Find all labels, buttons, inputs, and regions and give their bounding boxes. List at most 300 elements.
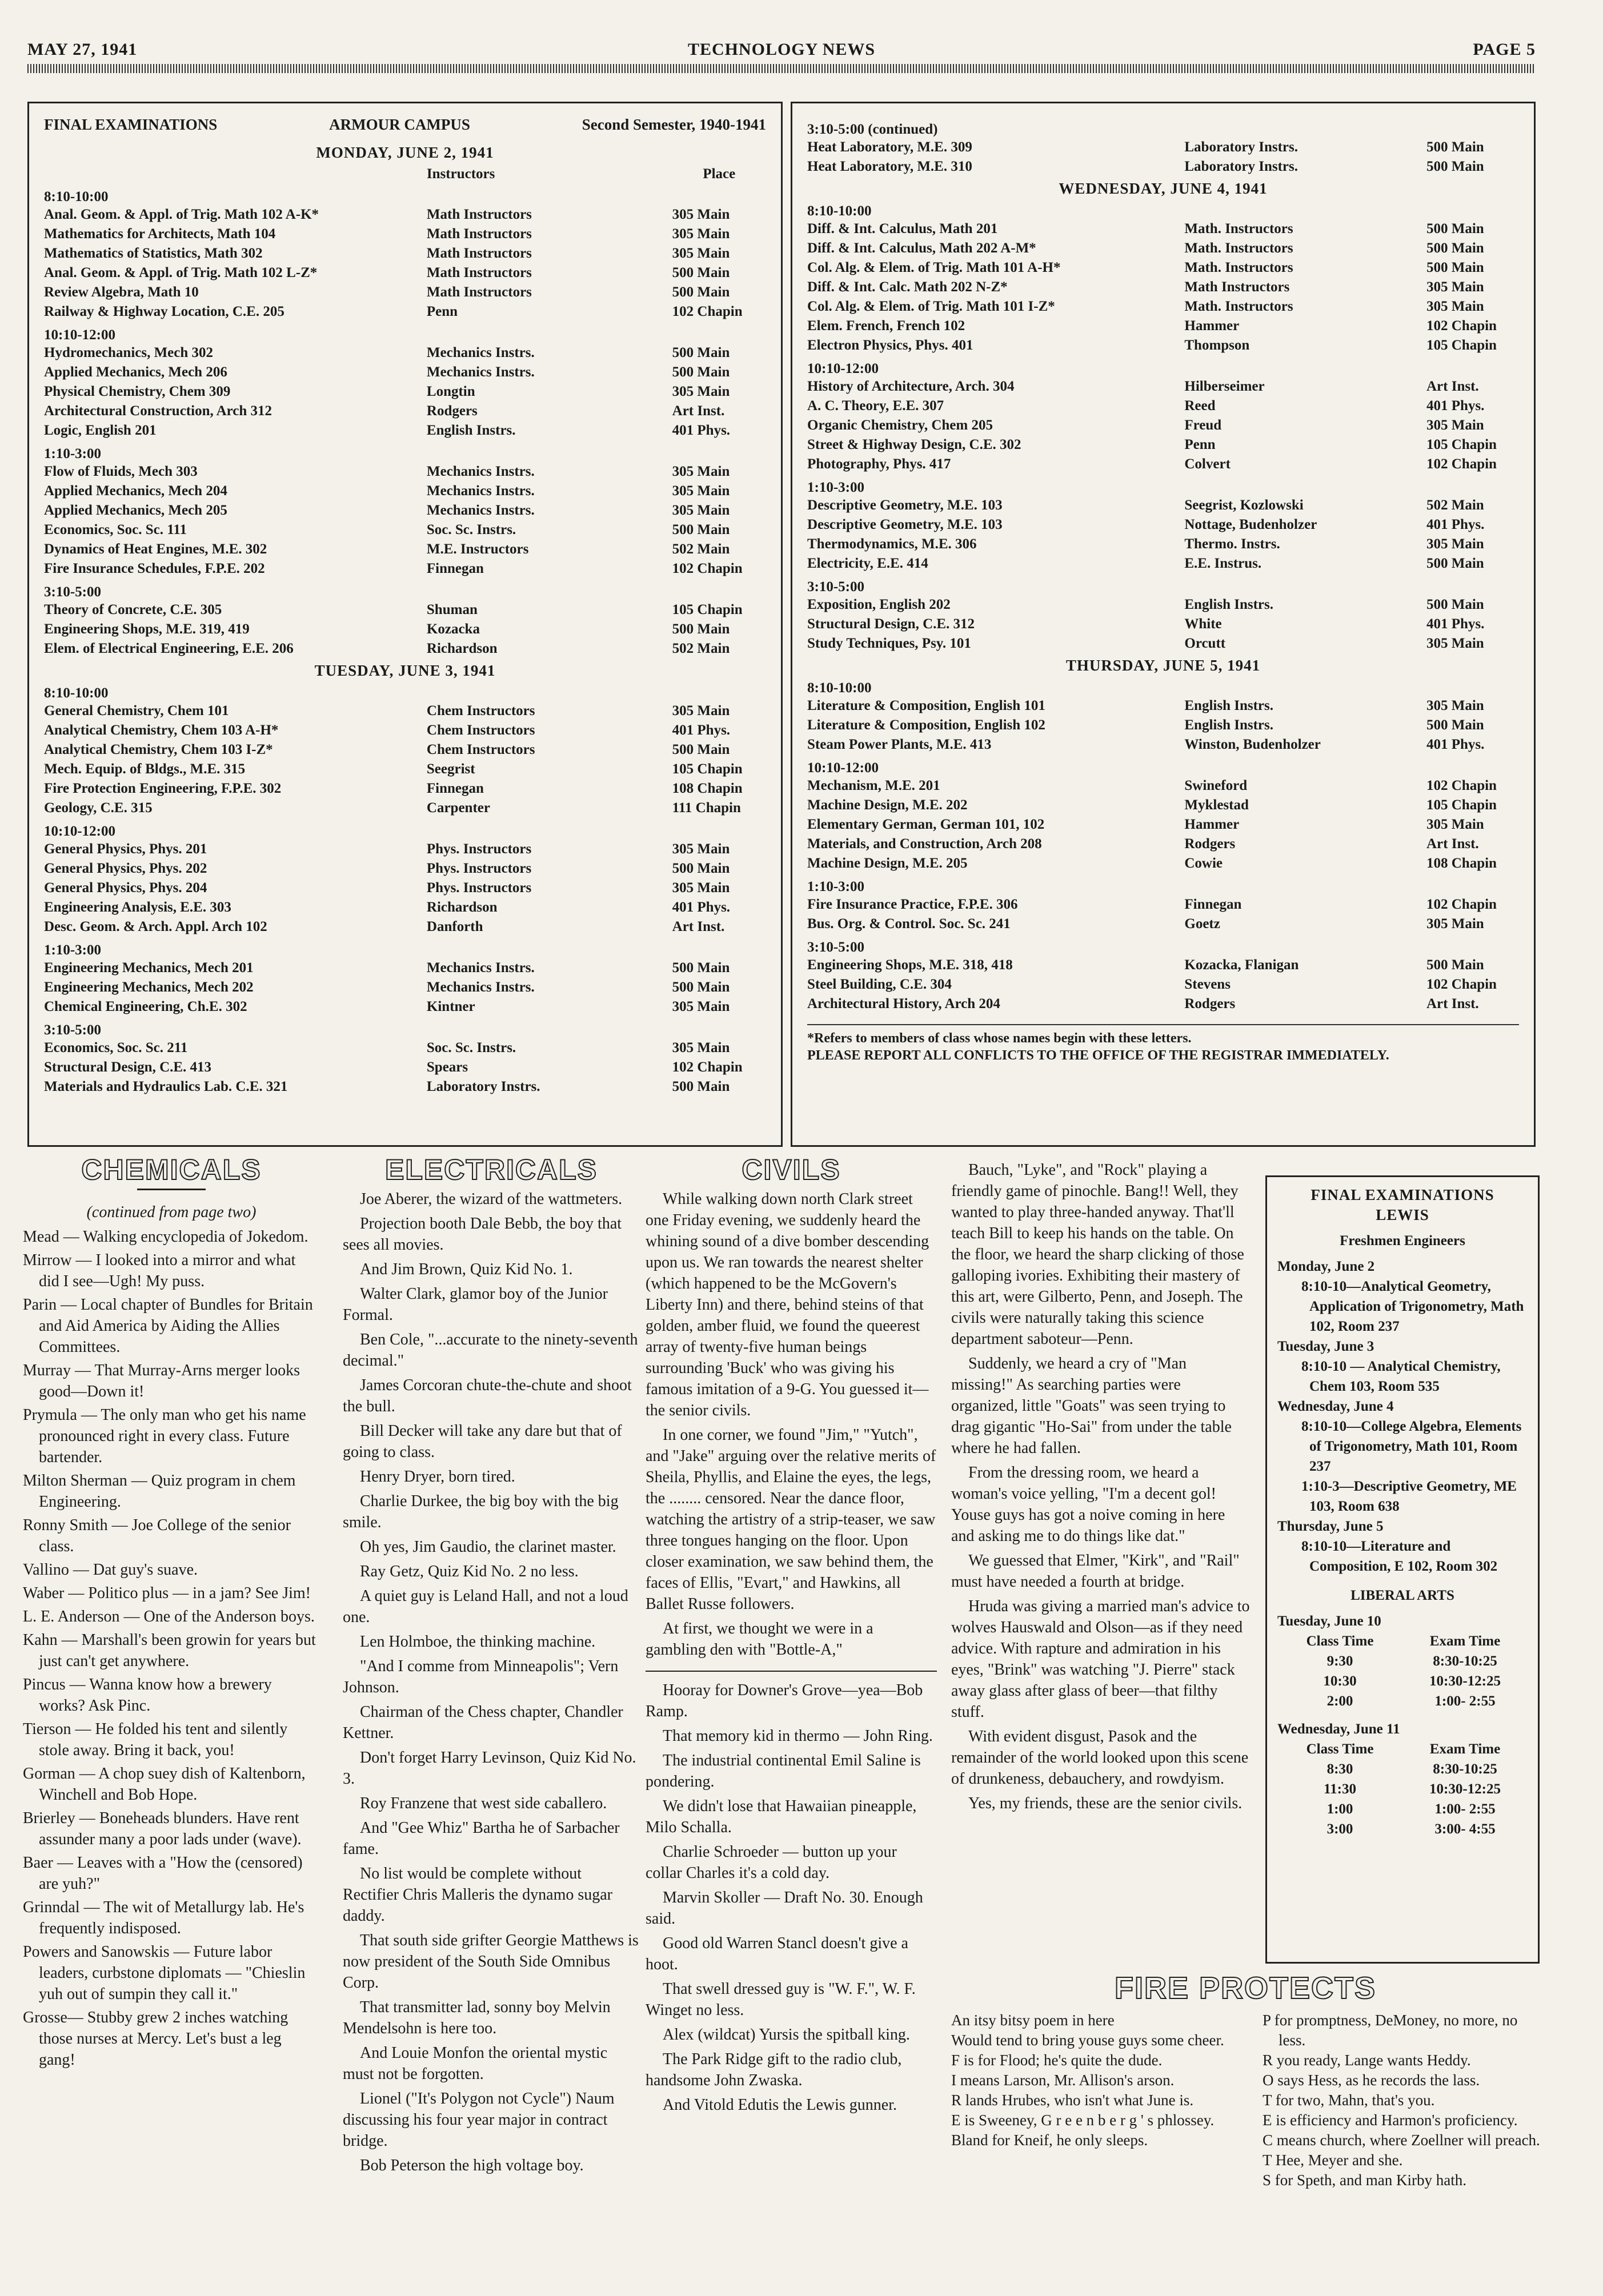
course: Materials, and Construction, Arch 208 bbox=[807, 836, 1042, 852]
tuesday-blocks bbox=[44, 685, 766, 1097]
course: Study Techniques, Psy. 101 bbox=[807, 636, 971, 651]
course: Flow of Fluids, Mech 303 bbox=[44, 464, 198, 479]
instructor: Stevens bbox=[1184, 977, 1231, 992]
course: Literature & Composition, English 101 bbox=[807, 698, 1045, 713]
exam-row bbox=[807, 735, 1519, 754]
place: 305 Main bbox=[1426, 418, 1484, 433]
text-paragraph: The industrial continental Emil Saline is pondering. bbox=[646, 1752, 921, 1791]
text-paragraph: Bland for Kneif, he only sleeps. bbox=[951, 2132, 1148, 2149]
instructor: Kozacka bbox=[426, 621, 480, 637]
instructor: Shuman bbox=[426, 602, 478, 617]
civils-shorts bbox=[646, 1680, 937, 2116]
exam-row bbox=[807, 455, 1519, 474]
place: 500 Main bbox=[672, 742, 730, 757]
place: 401 Phys. bbox=[672, 722, 731, 738]
text-paragraph: L. E. Anderson — One of the Anderson boys. bbox=[23, 1608, 315, 1625]
place: 305 Main bbox=[672, 464, 730, 479]
instructor: Carpenter bbox=[426, 800, 490, 816]
place: 500 Main bbox=[672, 1079, 730, 1094]
place: 305 Main bbox=[672, 999, 730, 1014]
course: Descriptive Geometry, M.E. 103 bbox=[807, 497, 1003, 513]
instructor: Math Instructors bbox=[426, 284, 532, 300]
text-paragraph: James Corcoran chute-the-chute and shoot the bull. bbox=[343, 1376, 632, 1415]
exam-row bbox=[807, 535, 1519, 554]
course: Chemical Engineering, Ch.E. 302 bbox=[44, 999, 247, 1014]
exam-row bbox=[44, 363, 766, 382]
exam-row bbox=[807, 776, 1519, 796]
instructor: Winston, Budenholzer bbox=[1184, 737, 1321, 752]
instructor: E.E. Instrus. bbox=[1184, 556, 1262, 571]
place: 305 Main bbox=[1426, 536, 1484, 552]
exam-row bbox=[807, 138, 1519, 157]
instructor: Richardson bbox=[426, 641, 498, 656]
place: 105 Chapin bbox=[672, 602, 743, 617]
time-slot: 1:10-3:00 bbox=[44, 942, 101, 958]
text-paragraph: That south side grifter Georgie Matthews is now president of the South Side Omnibus Corp. bbox=[343, 1932, 639, 1992]
thursday-blocks bbox=[807, 680, 1519, 1014]
course: Thermodynamics, M.E. 306 bbox=[807, 536, 977, 552]
place: 105 Chapin bbox=[1426, 338, 1497, 353]
exam-time: 10:30-12:25 bbox=[1429, 1673, 1501, 1689]
exam-row bbox=[44, 620, 766, 639]
instructor: Mechanics Instrs. bbox=[426, 503, 535, 518]
instructor: Penn bbox=[426, 304, 458, 319]
exam-row bbox=[807, 554, 1519, 573]
electricals-paras bbox=[343, 1189, 640, 2176]
newspaper-title: TECHNOLOGY NEWS bbox=[687, 40, 876, 59]
exam-row bbox=[807, 435, 1519, 455]
text-paragraph: Alex (wildcat) Yursis the spitball king. bbox=[663, 2026, 910, 2044]
exam-row bbox=[807, 515, 1519, 535]
place: 108 Chapin bbox=[672, 781, 743, 796]
exam-schedule-left bbox=[27, 102, 783, 1147]
instructor: Chem Instructors bbox=[426, 742, 535, 757]
instructor: Penn bbox=[1184, 437, 1216, 452]
exam-row bbox=[44, 779, 766, 798]
instructor: Math Instructors bbox=[426, 226, 532, 242]
civils-heading: CIVILS bbox=[742, 1154, 841, 1186]
exam-row bbox=[807, 239, 1519, 258]
exam-time: 8:30-10:25 bbox=[1433, 1761, 1497, 1777]
instructor: Phys. Instructors bbox=[426, 841, 532, 857]
class-time: 11:30 bbox=[1324, 1781, 1356, 1797]
text-paragraph: An itsy bitsy poem in here bbox=[951, 2012, 1115, 2029]
place: 108 Chapin bbox=[1426, 856, 1497, 871]
text-paragraph: Walter Clark, glamor boy of the Junior Formal. bbox=[343, 1285, 608, 1324]
exam-time-header: Exam Time bbox=[1429, 1633, 1501, 1649]
exam-row bbox=[44, 343, 766, 363]
time-row bbox=[1277, 1799, 1528, 1819]
place: 305 Main bbox=[672, 841, 730, 857]
exam-row bbox=[807, 696, 1519, 716]
text-paragraph: Parin — Local chapter of Bundles for Britain and Aid America by Aiding the Allies Committees. bbox=[23, 1296, 313, 1356]
instructor: Kozacka, Flanigan bbox=[1184, 957, 1299, 973]
exam-row bbox=[807, 416, 1519, 435]
footnote-registrar: PLEASE REPORT ALL CONFLICTS TO THE OFFICE OF THE REGISTRAR IMMEDIATELY. bbox=[807, 1048, 1389, 1063]
instructor: Freud bbox=[1184, 418, 1222, 433]
text-paragraph: T for two, Mahn, that's you. bbox=[1263, 2092, 1435, 2109]
exam-row bbox=[807, 834, 1519, 854]
course: Physical Chemistry, Chem 309 bbox=[44, 384, 231, 399]
course: Street & Highway Design, C.E. 302 bbox=[807, 437, 1021, 452]
course: Heat Laboratory, M.E. 310 bbox=[807, 159, 972, 174]
wednesday-rows bbox=[1277, 1759, 1528, 1839]
lewis-subtitle: LEWIS bbox=[1376, 1206, 1429, 1223]
exam-row bbox=[44, 224, 766, 244]
page-number: PAGE 5 bbox=[1473, 40, 1536, 59]
class-time: 1:00 bbox=[1327, 1801, 1353, 1817]
civils-column bbox=[646, 1154, 937, 2119]
place: 500 Main bbox=[1426, 159, 1484, 174]
place: 105 Chapin bbox=[1426, 437, 1497, 452]
text-paragraph: Good old Warren Stancl doesn't give a hoot. bbox=[646, 1934, 908, 1973]
course: Literature & Composition, English 102 bbox=[807, 717, 1045, 733]
text-paragraph: At first, we thought we were in a gambling den with "Bottle-A," bbox=[646, 1620, 873, 1659]
time-slot: 1:10-3:00 bbox=[807, 879, 864, 894]
course: Architectural Construction, Arch 312 bbox=[44, 403, 272, 419]
place: 305 Main bbox=[672, 226, 730, 242]
exam-row bbox=[807, 994, 1519, 1014]
instructor: Rodgers bbox=[1184, 836, 1236, 852]
lewis-day: Wednesday, June 4 bbox=[1277, 1399, 1394, 1414]
issue-date: MAY 27, 1941 bbox=[27, 40, 138, 59]
course: General Physics, Phys. 204 bbox=[44, 880, 207, 896]
instructor: Mechanics Instrs. bbox=[426, 980, 535, 995]
exam-row bbox=[44, 205, 766, 224]
place: 500 Main bbox=[672, 960, 730, 976]
text-paragraph: E is Sweeney, G r e e n b e r g ' s phlossey. bbox=[951, 2112, 1215, 2129]
exam-time: 8:30-10:25 bbox=[1433, 1653, 1497, 1669]
exam-row bbox=[44, 244, 766, 263]
course: General Physics, Phys. 202 bbox=[44, 861, 207, 876]
lewis-day: Thursday, June 5 bbox=[1277, 1519, 1384, 1534]
course: Electricity, E.E. 414 bbox=[807, 556, 928, 571]
day-heading: WEDNESDAY, JUNE 4, 1941 bbox=[1059, 180, 1268, 197]
course: Steel Building, C.E. 304 bbox=[807, 977, 952, 992]
text-paragraph: Bob Peterson the high voltage boy. bbox=[360, 2157, 584, 2174]
time-slot: 3:10-5:00 bbox=[44, 584, 101, 600]
instructor: Hammer bbox=[1184, 817, 1240, 832]
place: 401 Phys. bbox=[1426, 737, 1485, 752]
lewis-exam-box bbox=[1265, 1175, 1540, 1964]
place: Art Inst. bbox=[1426, 836, 1479, 852]
text-paragraph: Mirrow — I looked into a mirror and what did I see—Ugh! My puss. bbox=[23, 1251, 296, 1290]
exam-row bbox=[44, 600, 766, 620]
time-row bbox=[1277, 1819, 1528, 1839]
course: Mechanism, M.E. 201 bbox=[807, 778, 940, 793]
text-paragraph: From the dressing room, we heard a woman's voice yelling, "I'm a decent gol! Youse guys has got a noive coming in here and asking me to do things like dat." bbox=[951, 1464, 1225, 1545]
exam-row bbox=[807, 956, 1519, 975]
place: 401 Phys. bbox=[672, 900, 731, 915]
text-paragraph: Bauch, "Lyke", and "Rock" playing a friendly game of pinochle. Bang!! Well, they wanted to play three-handed anyway. That'll teach Bill to keep his hands on the table. On the floor, we heard the sharp clicking of those galloping ivories. Exhibiting their mastery of this art, were Gilberto, Penn, and Joseph. The civils were naturally taking this science department saboteur—Penn. bbox=[951, 1161, 1244, 1348]
instructor: Phys. Instructors bbox=[426, 861, 532, 876]
time-row bbox=[1277, 1691, 1528, 1711]
liberal-arts-heading: LIBERAL ARTS bbox=[1350, 1588, 1454, 1603]
instructor: Longtin bbox=[426, 384, 475, 399]
text-paragraph: With evident disgust, Pasok and the remainder of the world looked upon this scene of drunkeness, debauchery, and rowdyism. bbox=[951, 1728, 1249, 1788]
instructor: Reed bbox=[1184, 398, 1216, 414]
place: 502 Main bbox=[1426, 497, 1484, 513]
course: Analytical Chemistry, Chem 103 I-Z* bbox=[44, 742, 273, 757]
civils-continued-column bbox=[951, 1159, 1251, 1817]
exam-row bbox=[807, 297, 1519, 316]
text-paragraph: No list would be complete without Rectifier Chris Malleris the dynamo sugar daddy. bbox=[343, 1865, 612, 1925]
instructor: Finnegan bbox=[1184, 897, 1242, 912]
course: Applied Mechanics, Mech 206 bbox=[44, 364, 227, 380]
place: 305 Main bbox=[672, 1040, 730, 1055]
instructor: Hilberseimer bbox=[1184, 379, 1265, 394]
place: 102 Chapin bbox=[672, 561, 743, 576]
instructor: Math. Instructors bbox=[1184, 299, 1293, 314]
electricals-heading: ELECTRICALS bbox=[385, 1154, 598, 1186]
schedule-footnote bbox=[807, 1024, 1519, 1064]
instructor: Math Instructors bbox=[426, 265, 532, 280]
place: 500 Main bbox=[1426, 260, 1484, 275]
place: 500 Main bbox=[1426, 556, 1484, 571]
exam-row bbox=[807, 815, 1519, 834]
exam-row bbox=[807, 615, 1519, 634]
exam-row bbox=[807, 316, 1519, 336]
course: Engineering Mechanics, Mech 201 bbox=[44, 960, 254, 976]
time-slot: 8:10-10:00 bbox=[807, 680, 872, 696]
text-paragraph: T Hee, Meyer and she. bbox=[1263, 2152, 1403, 2169]
exam-row bbox=[44, 840, 766, 859]
course: Economics, Soc. Sc. 211 bbox=[44, 1040, 188, 1055]
schedule-header bbox=[44, 116, 766, 134]
exam-row bbox=[44, 462, 766, 481]
course: Architectural History, Arch 204 bbox=[807, 996, 1000, 1011]
place: 502 Main bbox=[672, 541, 730, 557]
masthead-rule bbox=[27, 64, 1536, 73]
text-paragraph: Ben Cole, "...accurate to the ninety-seventh decimal." bbox=[343, 1331, 638, 1370]
exam-row bbox=[44, 639, 766, 659]
text-paragraph: In one corner, we found "Jim," "Yutch", and "Jake" arguing over the relative merits of Sheila, Phyllis, and Elaine the eyes, the legs, the ........ censored. Near the dance floor, watching the artistry of a strip-teaser, we saw three tongues hanging on the floor. Upon closer examination, we saw behind them, the faces of Ellis, "Evart," and Hawkins, all Ballet Russe followers. bbox=[646, 1426, 936, 1613]
place: Art Inst. bbox=[1426, 996, 1479, 1011]
course: Structural Design, C.E. 312 bbox=[807, 616, 975, 632]
text-paragraph: And "Gee Whiz" Bartha he of Sarbacher fame. bbox=[343, 1819, 620, 1858]
exam-row bbox=[44, 958, 766, 978]
course: Organic Chemistry, Chem 205 bbox=[807, 418, 993, 433]
place: 500 Main bbox=[672, 265, 730, 280]
text-paragraph: Suddenly, we heard a cry of "Man missing!" As searching parties were organized, little "Goats" was seen trying to drag gigantic "Ho-Sai" from under the table where he had fallen. bbox=[951, 1355, 1232, 1457]
place: 105 Chapin bbox=[672, 761, 743, 777]
fire-protects-heading: FIRE PROTECTS bbox=[1114, 1971, 1377, 2005]
instructor: Nottage, Budenholzer bbox=[1184, 517, 1317, 532]
exam-row bbox=[807, 377, 1519, 396]
exam-row bbox=[44, 721, 766, 740]
course: Col. Alg. & Elem. of Trig. Math 101 I-Z* bbox=[807, 299, 1055, 314]
text-paragraph: Roy Franzene that west side caballero. bbox=[360, 1795, 607, 1812]
course: Engineering Shops, M.E. 318, 418 bbox=[807, 957, 1013, 973]
instructor: Mechanics Instrs. bbox=[426, 464, 535, 479]
course: Diff. & Int. Calculus, Math 202 A-M* bbox=[807, 240, 1036, 256]
place: 500 Main bbox=[1426, 139, 1484, 155]
exam-row bbox=[44, 878, 766, 898]
instructor: Danforth bbox=[426, 919, 483, 934]
text-paragraph: Hooray for Downer's Grove—yea—Bob Ramp. bbox=[646, 1681, 923, 1720]
text-paragraph: We didn't lose that Hawaiian pineapple, Milo Schalla. bbox=[646, 1797, 917, 1836]
exam-row bbox=[44, 302, 766, 322]
column-headers bbox=[44, 165, 766, 183]
text-paragraph: Mead — Walking encyclopedia of Jokedom. bbox=[23, 1228, 308, 1246]
text-paragraph: I means Larson, Mr. Allison's arson. bbox=[951, 2072, 1175, 2089]
instructor: Chem Instructors bbox=[426, 722, 535, 738]
instructor: Mechanics Instrs. bbox=[426, 483, 535, 499]
wednesday-blocks bbox=[807, 203, 1519, 653]
place: 102 Chapin bbox=[1426, 977, 1497, 992]
time-slot: 3:10-5:00 (continued) bbox=[807, 122, 938, 137]
course: Steam Power Plants, M.E. 413 bbox=[807, 737, 992, 752]
course: Economics, Soc. Sc. 111 bbox=[44, 522, 187, 537]
wednesday-june-11: Wednesday, June 11 bbox=[1277, 1721, 1400, 1737]
exam-row bbox=[44, 978, 766, 997]
course: Hydromechanics, Mech 302 bbox=[44, 345, 214, 360]
text-paragraph: Ronny Smith — Joe College of the senior class. bbox=[23, 1516, 291, 1555]
instructor: Hammer bbox=[1184, 318, 1240, 334]
course: Dynamics of Heat Engines, M.E. 302 bbox=[44, 541, 267, 557]
place: 401 Phys. bbox=[1426, 517, 1485, 532]
text-paragraph: The Park Ridge gift to the radio club, handsome John Zwaska. bbox=[646, 2050, 902, 2089]
fire-poem-left bbox=[951, 2010, 1248, 2150]
exam-time: 1:00- 2:55 bbox=[1434, 1801, 1496, 1817]
course: Geology, C.E. 315 bbox=[44, 800, 153, 816]
place: 305 Main bbox=[672, 483, 730, 499]
time-slot: 3:10-5:00 bbox=[807, 579, 864, 595]
class-time-header: Class Time bbox=[1306, 1633, 1374, 1649]
time-slot: 10:10-12:00 bbox=[44, 824, 115, 839]
exam-row bbox=[807, 336, 1519, 355]
exam-time-header: Exam Time bbox=[1429, 1741, 1501, 1757]
place: 105 Chapin bbox=[1426, 797, 1497, 813]
course: Anal. Geom. & Appl. of Trig. Math 102 L-Z* bbox=[44, 265, 318, 280]
fire-poem-right bbox=[1263, 2010, 1542, 2190]
place: 305 Main bbox=[672, 384, 730, 399]
text-paragraph: Don't forget Harry Levinson, Quiz Kid No. 3. bbox=[343, 1749, 636, 1788]
text-paragraph: Baer — Leaves with a "How the (censored) are yuh?" bbox=[23, 1854, 303, 1893]
text-paragraph: F is for Flood; he's quite the dude. bbox=[951, 2052, 1163, 2069]
instructor: Finnegan bbox=[426, 781, 484, 796]
place: 102 Chapin bbox=[1426, 897, 1497, 912]
course: Review Algebra, Math 10 bbox=[44, 284, 199, 300]
lewis-day: Monday, June 2 bbox=[1277, 1259, 1375, 1274]
place: 500 Main bbox=[1426, 240, 1484, 256]
instructor: English Instrs. bbox=[1184, 717, 1273, 733]
schedule-title: FINAL EXAMINATIONS bbox=[44, 116, 218, 133]
exam-row bbox=[807, 278, 1519, 297]
place: 500 Main bbox=[1426, 957, 1484, 973]
text-paragraph: Kahn — Marshall's been growin for years but just can't get anywhere. bbox=[23, 1631, 316, 1670]
tuesday-june-10: Tuesday, June 10 bbox=[1277, 1613, 1381, 1629]
time-slot: 8:10-10:00 bbox=[44, 189, 109, 204]
exam-row bbox=[807, 895, 1519, 914]
freshmen-heading: Freshmen Engineers bbox=[1340, 1233, 1465, 1249]
exam-time: 1:00- 2:55 bbox=[1434, 1693, 1496, 1709]
place: 500 Main bbox=[1426, 221, 1484, 236]
time-row bbox=[1277, 1779, 1528, 1799]
text-paragraph: O says Hess, as he records the lass. bbox=[1263, 2072, 1480, 2089]
divider bbox=[137, 1189, 206, 1190]
chemicals-column bbox=[23, 1154, 320, 2073]
electricals-column bbox=[343, 1154, 640, 2179]
exam-row bbox=[44, 501, 766, 520]
lewis-title: FINAL EXAMINATIONS bbox=[1311, 1186, 1494, 1203]
chemicals-heading: CHEMICALS bbox=[81, 1154, 262, 1186]
course: Anal. Geom. & Appl. of Trig. Math 102 A-K* bbox=[44, 207, 319, 222]
instructor: White bbox=[1184, 616, 1222, 632]
place: 102 Chapin bbox=[672, 304, 743, 319]
text-paragraph: S for Speth, and man Kirby hath. bbox=[1263, 2171, 1466, 2189]
text-paragraph: Charlie Schroeder — button up your collar Charles it's a cold day. bbox=[646, 1843, 897, 1882]
exam-row bbox=[44, 997, 766, 1017]
class-time: 2:00 bbox=[1327, 1693, 1353, 1709]
instructor: Mechanics Instrs. bbox=[426, 345, 535, 360]
chemicals-items bbox=[23, 1226, 320, 2070]
course: Elem. of Electrical Engineering, E.E. 206 bbox=[44, 641, 294, 656]
text-paragraph: Yes, my friends, these are the senior civils. bbox=[968, 1795, 1243, 1812]
instructor: Rodgers bbox=[1184, 996, 1236, 1011]
exam-row bbox=[44, 520, 766, 540]
exam-row bbox=[44, 283, 766, 302]
place: 401 Phys. bbox=[1426, 616, 1485, 632]
lewis-exam: 8:10-10—Literature and Composition, E 102, Room 302 bbox=[1301, 1539, 1498, 1574]
place: 500 Main bbox=[672, 621, 730, 637]
place: 305 Main bbox=[1426, 636, 1484, 651]
text-paragraph: Prymula — The only man who get his name pronounced right in every class. Future bartender. bbox=[23, 1406, 306, 1466]
place: 500 Main bbox=[672, 522, 730, 537]
place: 401 Phys. bbox=[1426, 398, 1485, 414]
instructor: Thermo. Instrs. bbox=[1184, 536, 1280, 552]
place: 305 Main bbox=[672, 503, 730, 518]
place: 500 Main bbox=[1426, 717, 1484, 733]
lewis-exam: 8:10-10—Analytical Geometry, Application of Trigonometry, Math 102, Room 237 bbox=[1301, 1279, 1524, 1334]
text-paragraph: Projection booth Dale Bebb, the boy that sees all movies. bbox=[343, 1215, 622, 1254]
instructor: Orcutt bbox=[1184, 636, 1226, 651]
exam-row bbox=[807, 595, 1519, 615]
exam-row bbox=[807, 914, 1519, 934]
exam-row bbox=[807, 854, 1519, 873]
instructor: Seegrist bbox=[426, 761, 475, 777]
exam-row bbox=[807, 496, 1519, 515]
text-paragraph: That swell dressed guy is "W. F.", W. F. Winget no less. bbox=[646, 1980, 916, 2019]
exam-row bbox=[44, 402, 766, 421]
instructor: Math. Instructors bbox=[1184, 221, 1293, 236]
class-time: 3:00 bbox=[1327, 1821, 1353, 1837]
day-heading: THURSDAY, JUNE 5, 1941 bbox=[1065, 657, 1261, 674]
time-row bbox=[1277, 1651, 1528, 1671]
exam-row bbox=[44, 263, 766, 283]
course: Machine Design, M.E. 202 bbox=[807, 797, 968, 813]
course: A. C. Theory, E.E. 307 bbox=[807, 398, 944, 414]
text-paragraph: Murray — That Murray-Arns merger looks good—Down it! bbox=[23, 1362, 300, 1400]
exam-row bbox=[807, 219, 1519, 239]
instructor: Math. Instructors bbox=[1184, 260, 1293, 275]
course: Fire Protection Engineering, F.P.E. 302 bbox=[44, 781, 282, 796]
place: 502 Main bbox=[672, 641, 730, 656]
exam-row bbox=[44, 760, 766, 779]
lewis-table-header bbox=[1277, 1739, 1528, 1759]
course: Bus. Org. & Control. Soc. Sc. 241 bbox=[807, 916, 1011, 932]
course: Desc. Geom. & Arch. Appl. Arch 102 bbox=[44, 919, 267, 934]
exam-row bbox=[44, 1077, 766, 1097]
time-slot: 8:10-10:00 bbox=[44, 685, 109, 701]
text-paragraph: Ray Getz, Quiz Kid No. 2 no less. bbox=[360, 1563, 579, 1580]
course: Railway & Highway Location, C.E. 205 bbox=[44, 304, 284, 319]
instructor: Thompson bbox=[1184, 338, 1250, 353]
exam-row bbox=[44, 421, 766, 440]
place-header: Place bbox=[703, 166, 736, 182]
course: Materials and Hydraulics Lab. C.E. 321 bbox=[44, 1079, 288, 1094]
lewis-days bbox=[1277, 1257, 1528, 1576]
